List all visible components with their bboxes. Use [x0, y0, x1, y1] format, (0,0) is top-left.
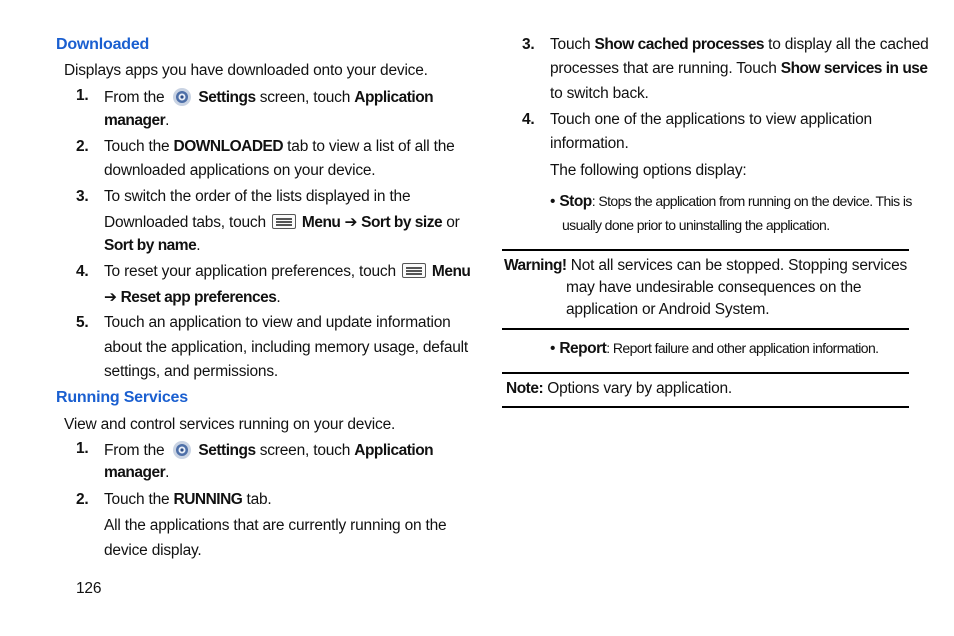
warning-note-cont: may have undesirable consequences on the [566, 279, 862, 296]
bullet-icon: • [550, 193, 556, 210]
bullet-stop-cont: usually done prior to uninstalling the application. [562, 217, 830, 233]
step-text: Touch Show cached processes to display all the cached [550, 36, 929, 53]
step-text-cont: downloaded applications on your device. [104, 162, 376, 179]
step-text-cont: manager. [104, 112, 170, 129]
paragraph-cont: device display. [104, 542, 202, 559]
step-number: 4. [76, 263, 89, 280]
warning-note: Warning! Not all services can be stopped. Stopping services [504, 257, 908, 274]
step-text: Touch the RUNNING tab. [104, 491, 272, 508]
bullet-report: • Report: Report failure and other application information. [550, 340, 879, 357]
divider [502, 372, 909, 374]
warning-note-cont: application or Android System. [566, 301, 770, 318]
step-number: 2. [76, 491, 89, 508]
step-number: 4. [522, 111, 535, 128]
step-text-cont: to switch back. [550, 85, 649, 102]
step-number: 3. [522, 36, 535, 53]
step-text: Touch one of the applications to view application [550, 111, 872, 128]
step-text: To switch the order of the lists displayed in the [104, 188, 411, 205]
step-text-cont: manager. [104, 464, 170, 481]
page-number: 126 [76, 580, 102, 597]
step-text: Touch an application to view and update information [104, 314, 451, 331]
options-intro: The following options display: [550, 162, 747, 179]
running-intro: View and control services running on your device. [64, 416, 396, 433]
step-number: 3. [76, 188, 89, 205]
section-heading-running-services: Running Services [56, 389, 188, 406]
step-text-cont: Downloaded tabs, touch Menu ➔ Sort by size or [104, 214, 460, 231]
paragraph: All the applications that are currently running on the [104, 517, 447, 534]
settings-gear-icon [172, 440, 192, 460]
step-text-cont: about the application, including memory usage, default [104, 339, 469, 356]
step-text-cont: Sort by name. [104, 237, 201, 254]
step-text: From the Settings screen, touch Application [104, 89, 434, 106]
note: Note: Options vary by application. [506, 380, 733, 397]
section-heading-downloaded: Downloaded [56, 36, 150, 53]
step-number: 2. [76, 138, 89, 155]
step-text: To reset your application preferences, touch Menu [104, 263, 471, 280]
step-text: Touch the DOWNLOADED tab to view a list of all the [104, 138, 455, 155]
step-number: 1. [76, 87, 89, 104]
step-text-cont: information. [550, 135, 629, 152]
divider [502, 249, 909, 251]
settings-gear-icon [172, 87, 192, 107]
menu-icon [402, 263, 426, 278]
menu-icon [272, 214, 296, 229]
step-text-cont: ➔ Reset app preferences. [104, 289, 281, 306]
downloaded-intro: Displays apps you have downloaded onto your device. [64, 62, 428, 79]
step-text-cont: settings, and permissions. [104, 363, 278, 380]
step-number: 5. [76, 314, 89, 331]
step-text-cont: processes that are running. Touch Show services in use [550, 60, 928, 77]
step-text: From the Settings screen, touch Application [104, 442, 434, 459]
divider [502, 406, 909, 408]
step-number: 1. [76, 440, 89, 457]
bullet-icon: • [550, 340, 556, 357]
bullet-stop: • Stop: Stops the application from running on the device. This is [550, 193, 912, 210]
divider [502, 328, 909, 330]
